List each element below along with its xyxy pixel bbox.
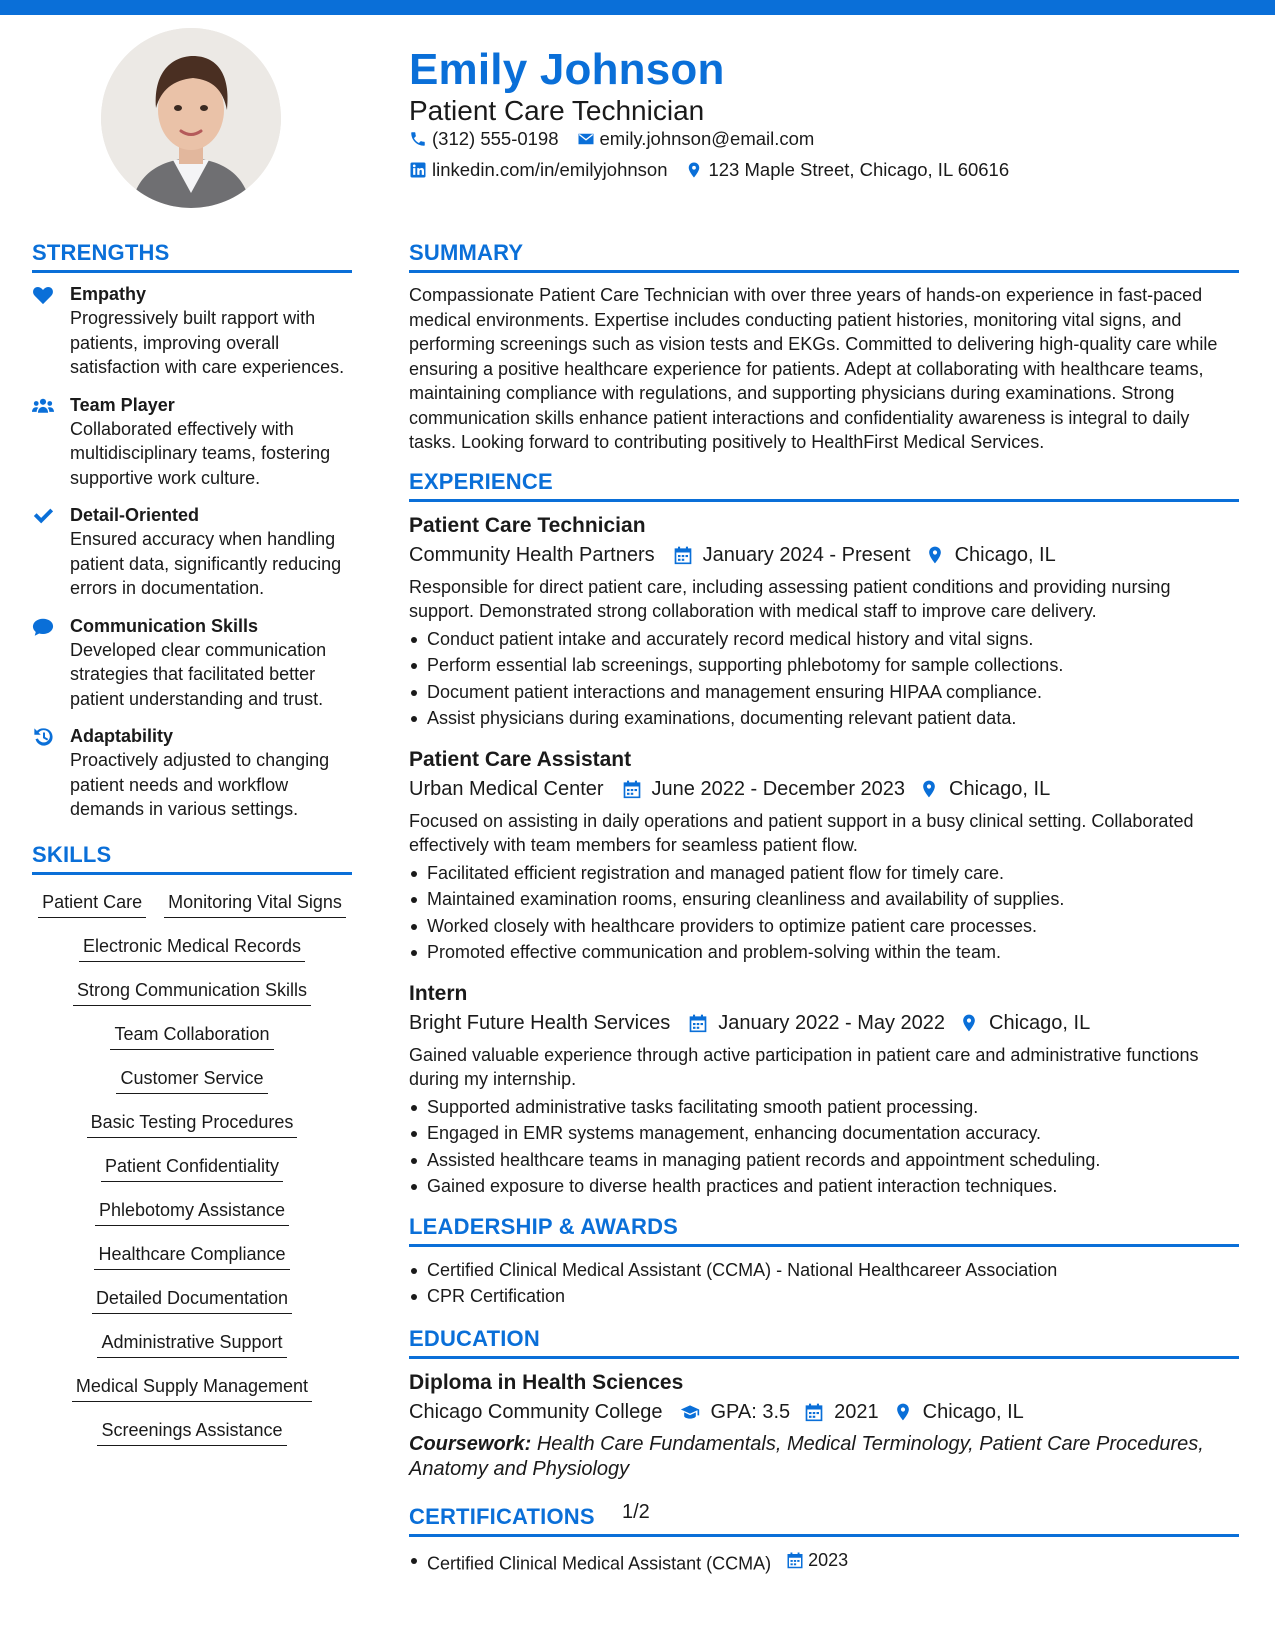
job-company: Bright Future Health Services	[409, 1011, 671, 1034]
job-description: Gained valuable experience through active participation in patient care and administrative functions during my internship.	[409, 1044, 1199, 1089]
phone-icon	[409, 130, 427, 148]
coursework-label: Coursework:	[409, 1432, 532, 1455]
page-number: 1/2	[622, 1501, 650, 1523]
list-item: Conduct patient intake and accurately record medical history and vital signs.	[409, 626, 1239, 653]
calendar-icon	[688, 1013, 708, 1033]
job-dates: January 2024 - Present	[702, 543, 911, 566]
address-text: 123 Maple Street, Chicago, IL 60616	[708, 159, 1010, 180]
map-pin-icon	[919, 779, 939, 799]
leadership-list	[409, 1257, 1239, 1310]
skill-tag: Team Collaboration	[110, 1023, 273, 1050]
cert-year: 2023	[808, 1549, 849, 1570]
job-bullets	[409, 626, 1239, 732]
list-item: Maintained examination rooms, ensuring cleanliness and availability of supplies.	[409, 886, 1239, 913]
skill-tag: Strong Communication Skills	[73, 979, 311, 1006]
skill-tag: Administrative Support	[97, 1331, 286, 1358]
history-icon	[32, 725, 56, 747]
list-item: Assist physicians during examinations, documenting relevant patient data.	[409, 705, 1239, 732]
skills-heading: SKILLS	[32, 842, 352, 875]
job-meta	[409, 544, 1239, 567]
strength-desc: Collaborated effectively with multidisciplinary teams, fostering supportive work culture.	[70, 418, 331, 488]
calendar-icon	[622, 779, 642, 799]
linkedin-icon	[409, 161, 427, 179]
job-company: Urban Medical Center	[409, 777, 604, 800]
strength-title: Empathy	[70, 284, 147, 304]
job-bullets	[409, 860, 1239, 966]
experience-heading: EXPERIENCE	[409, 469, 1239, 502]
map-pin-icon	[925, 545, 945, 565]
education-heading: EDUCATION	[409, 1326, 1239, 1359]
job-entry	[409, 746, 1239, 966]
job-location: Chicago, IL	[989, 1011, 1091, 1034]
coursework-text: Health Care Fundamentals, Medical Terminology, Patient Care Procedures, Anatomy and Physiology	[409, 1432, 1204, 1480]
list-item: Document patient interactions and management ensuring HIPAA compliance.	[409, 679, 1239, 706]
job-dates: January 2022 - May 2022	[718, 1011, 946, 1034]
list-item: Perform essential lab screenings, supporting phlebotomy for sample collections.	[409, 652, 1239, 679]
candidate-title: Patient Care Technician	[409, 95, 705, 126]
skill-tag: Monitoring Vital Signs	[164, 891, 346, 918]
summary-heading: SUMMARY	[409, 240, 1239, 273]
linkedin-text: linkedin.com/in/emilyjohnson	[432, 159, 668, 180]
job-location: Chicago, IL	[954, 543, 1056, 566]
job-company: Community Health Partners	[409, 543, 655, 566]
email-text: emily.johnson@email.com	[599, 128, 815, 149]
skill-tag: Detailed Documentation	[92, 1287, 292, 1314]
address-contact	[685, 159, 1009, 181]
strength-desc: Progressively built rapport with patients, improving overall satisfaction with care experiences.	[70, 308, 345, 377]
list-item: Certified Clinical Medical Assistant (CCMA) - National Healthcareer Association	[409, 1257, 1239, 1284]
team-icon	[32, 394, 56, 416]
strength-desc: Developed clear communication strategies that facilitated better patient understanding and trust.	[70, 639, 327, 709]
education-meta	[409, 1401, 1239, 1424]
strength-item	[32, 725, 352, 822]
gpa: GPA: 3.5	[710, 1400, 791, 1423]
strength-desc: Proactively adjusted to changing patient needs and workflow demands in various settings.	[70, 750, 330, 819]
job-description: Focused on assisting in daily operations and patient support in a busy clinical setting. Collaborated effectively with team members for seamless patient flow.	[409, 810, 1194, 855]
strength-item	[32, 615, 352, 712]
map-pin-icon	[685, 161, 703, 179]
cert-date	[786, 1547, 848, 1574]
list-item: CPR Certification	[409, 1283, 1239, 1310]
list-item: Gained exposure to diverse health practices and patient interaction techniques.	[409, 1173, 1239, 1200]
skill-tag: Screenings Assistance	[97, 1419, 286, 1446]
list-item: Supported administrative tasks facilitating smooth patient processing.	[409, 1094, 1239, 1121]
phone-contact[interactable]	[409, 128, 559, 150]
list-item: Engaged in EMR systems management, enhancing documentation accuracy.	[409, 1120, 1239, 1147]
strength-item	[32, 504, 352, 601]
list-item: Assisted healthcare teams in managing patient records and appointment scheduling.	[409, 1147, 1239, 1174]
certifications-heading: CERTIFICATIONS	[409, 1504, 1239, 1537]
top-accent-bar	[0, 0, 1275, 15]
job-dates: June 2022 - December 2023	[651, 777, 906, 800]
phone-text: (312) 555-0198	[432, 128, 559, 149]
graduation-year: 2021	[834, 1400, 879, 1423]
strength-title: Adaptability	[70, 726, 174, 746]
job-entry	[409, 512, 1239, 732]
skill-tag: Basic Testing Procedures	[87, 1111, 298, 1138]
job-meta	[409, 1012, 1239, 1035]
job-description: Responsible for direct patient care, including assessing patient conditions and providing nursing support. Demonstrated strong collaboration with medical staff to improve care delivery.	[409, 576, 1171, 621]
strengths-heading: STRENGTHS	[32, 240, 352, 273]
job-meta	[409, 778, 1239, 801]
strength-item	[32, 394, 352, 491]
certifications-list	[409, 1547, 1239, 1577]
chat-bubble-icon	[32, 615, 56, 637]
cert-name: Certified Clinical Medical Assistant (CCMA)	[427, 1552, 772, 1573]
email-contact[interactable]	[577, 128, 815, 150]
calendar-icon	[804, 1402, 824, 1422]
job-location: Chicago, IL	[949, 777, 1051, 800]
job-title: Patient Care Assistant	[409, 747, 632, 771]
skill-tag: Patient Care	[38, 891, 146, 918]
envelope-icon	[577, 130, 595, 148]
resume-page	[0, 15, 1275, 1650]
school-location: Chicago, IL	[922, 1400, 1024, 1423]
skill-tag: Healthcare Compliance	[94, 1243, 289, 1270]
map-pin-icon	[959, 1013, 979, 1033]
profile-photo	[101, 28, 281, 208]
degree-title: Diploma in Health Sciences	[409, 1370, 684, 1394]
skill-tag: Patient Confidentiality	[101, 1155, 283, 1182]
list-item: Facilitated efficient registration and managed patient flow for timely care.	[409, 860, 1239, 887]
list-item: Worked closely with healthcare providers to optimize patient care processes.	[409, 913, 1239, 940]
strength-title: Team Player	[70, 394, 175, 415]
strength-item	[32, 283, 352, 380]
summary-text: Compassionate Patient Care Technician with over three years of hands-on experience in fast-paced medical environments. Expertise includes conducting patient histories, monitoring vital signs, and performing screenings such as vision tests and EKGs. Committed to delivering high-quality care while ensuring a positive healthcare experience for patients. Adept at collaborating with healthcare teams, maintaining compliance with regulations, and supporting physicians during examinations. Strong communication skills enhance patient interactions and confidentiality awareness is integral to daily tasks. Looking forward to contributing positively to HealthFirst Medical Services.	[409, 285, 1218, 452]
job-title: Patient Care Technician	[409, 513, 646, 537]
job-title: Intern	[409, 981, 468, 1005]
strength-desc: Ensured accuracy when handling patient data, significantly reducing errors in documentation.	[70, 529, 342, 598]
calendar-icon	[786, 1551, 804, 1569]
heart-icon	[32, 283, 56, 305]
skill-tag: Customer Service	[116, 1067, 267, 1094]
coursework	[409, 1432, 1239, 1482]
job-bullets	[409, 1094, 1239, 1200]
skills-list	[32, 885, 352, 1446]
strength-title: Detail-Oriented	[70, 505, 200, 525]
strength-title: Communication Skills	[70, 615, 259, 636]
linkedin-contact[interactable]	[409, 159, 667, 181]
right-column	[409, 240, 1239, 1576]
school-name: Chicago Community College	[409, 1400, 663, 1423]
list-item	[409, 1547, 1239, 1577]
left-column	[32, 240, 352, 1446]
map-pin-icon	[893, 1402, 913, 1422]
skill-tag: Electronic Medical Records	[79, 935, 305, 962]
contact-row-1	[409, 128, 814, 150]
calendar-icon	[673, 545, 693, 565]
job-entry	[409, 980, 1239, 1200]
skill-tag: Phlebotomy Assistance	[95, 1199, 289, 1226]
check-icon	[32, 504, 56, 526]
list-item: Promoted effective communication and problem-solving within the team.	[409, 939, 1239, 966]
leadership-heading: LEADERSHIP & AWARDS	[409, 1214, 1239, 1247]
contact-row-2	[409, 159, 1009, 181]
skill-tag: Medical Supply Management	[72, 1375, 312, 1402]
graduation-cap-icon	[680, 1402, 700, 1422]
candidate-name: Emily Johnson	[409, 45, 725, 94]
